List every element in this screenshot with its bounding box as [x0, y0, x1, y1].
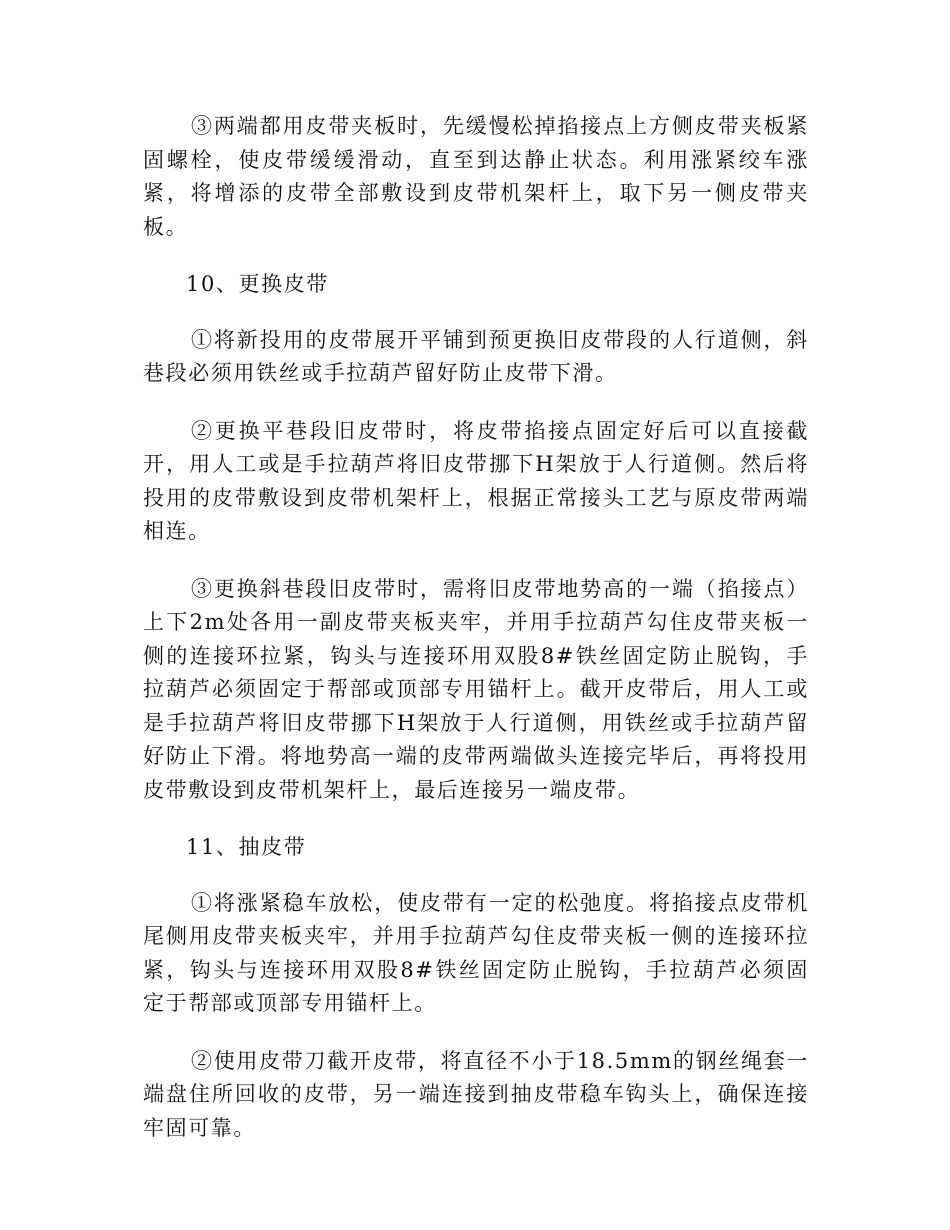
paragraph-item-1-loosen-tension: ①将涨紧稳车放松，使皮带有一定的松弛度。将掐接点皮带机尾侧用皮带夹板夹牢，并用手拉葫芦勾住皮带夹板一侧的连接环拉紧，钩头与连接环用双股8#铁丝固定防止脱钩，手拉葫芦必须固定于帮部或顶部专用锚杆上。 [143, 890, 809, 1015]
section-heading-10: 10、更换皮带 [186, 272, 329, 296]
document-body [143, 110, 809, 1169]
paragraph-item-3-clamp-both-ends: ③两端都用皮带夹板时，先缓慢松掉掐接点上方侧皮带夹板紧固螺栓，使皮带缓缓滑动，直至到达静止状态。利用涨紧绞车涨紧，将增添的皮带全部敷设到皮带机架杆上，取下另一侧皮带夹板。 [143, 114, 809, 239]
paragraph-item-3-inclined-roadway: ③更换斜巷段旧皮带时，需将旧皮带地势高的一端（掐接点）上下2m处各用一副皮带夹板夹牢，并用手拉葫芦勾住皮带夹板一侧的连接环拉紧，钩头与连接环用双股8#铁丝固定防止脱钩，手拉葫芦必须固定于帮部或顶部专用锚杆上。截开皮带后，用人工或是手拉葫芦将旧皮带挪下H架放于人行道侧，用铁丝或手拉葫芦留好防止下滑。将地势高一端的皮带两端做头连接完毕后，再将投用皮带敷设到皮带机架杆上，最后连接另一端皮带。 [143, 576, 809, 802]
section-heading-11: 11、抽皮带 [186, 835, 307, 859]
paragraph-item-2-cut-belt: ②使用皮带刀截开皮带，将直径不小于18.5mm的钢丝绳套一端盘住所回收的皮带，另一端连接到抽皮带稳车钩头上，确保连接牢固可靠。 [143, 1048, 809, 1140]
paragraph-item-1-lay-new-belt: ①将新投用的皮带展开平铺到预更换旧皮带段的人行道侧，斜巷段必须用铁丝或手拉葫芦留好防止皮带下滑。 [143, 327, 809, 385]
paragraph-item-2-flat-roadway: ②更换平巷段旧皮带时，将皮带掐接点固定好后可以直接截开，用人工或是手拉葫芦将旧皮带挪下H架放于人行道侧。然后将投用的皮带敷设到皮带机架杆上，根据正常接头工艺与原皮带两端相连。 [143, 418, 809, 543]
